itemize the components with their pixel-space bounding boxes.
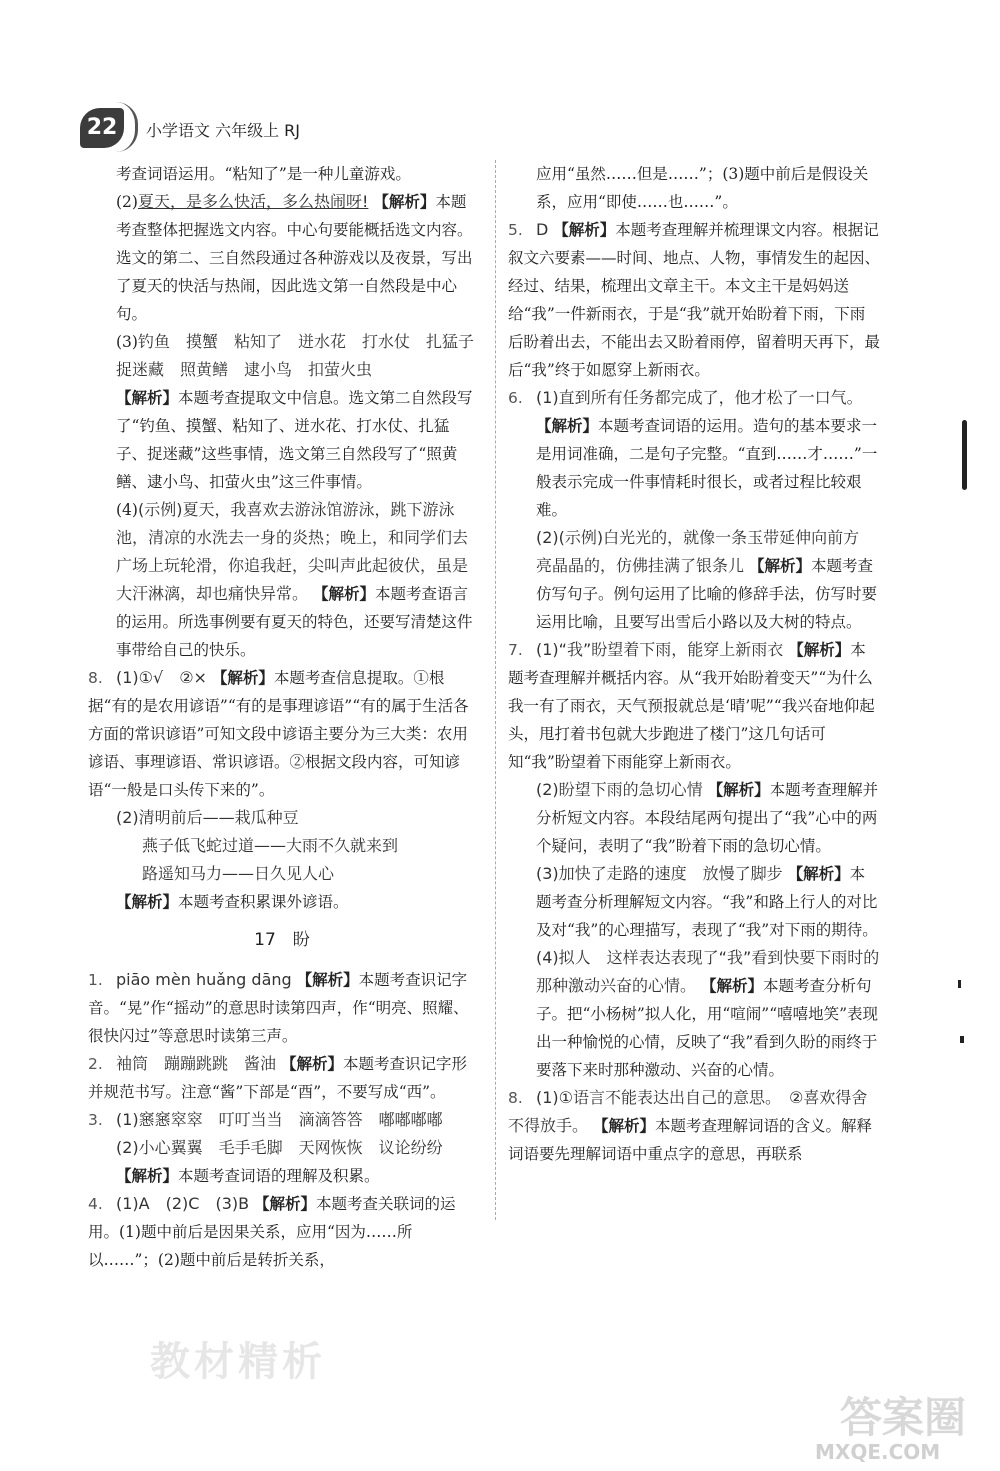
jiexi-label: 【解析】 (116, 893, 179, 911)
r6-1-exp (508, 412, 880, 524)
jiexi-label: 【解析】 (116, 389, 179, 407)
s3-explanation: 本题考查词语的理解及积累。 (178, 1167, 380, 1185)
q8 (88, 664, 476, 804)
s2-num: 2. (88, 1055, 103, 1073)
r5-num: 5. (508, 221, 523, 239)
s1-num: 1. (88, 971, 103, 989)
page-header (80, 108, 420, 152)
s1-answer: piāo mèn huǎng dāng (116, 970, 292, 989)
r8-1-explanation: 本题考查理解词语的含义。解释词语要先理解词语中重点字的意思，再联系 (508, 1117, 872, 1163)
r7-4-answer: (4)拟人 这样表达表现了“我”看到快要下雨时的那种激动兴奋的心情。 (536, 948, 880, 995)
r6-num: 6. (508, 389, 523, 407)
jiexi-label: 【解析】 (280, 1055, 343, 1073)
s3-num: 3. (88, 1111, 103, 1129)
jiexi-label: 【解析】 (373, 193, 436, 211)
q2-explanation: 本题考查整体把握选文内容。中心句要能概括选文内容。选文的第二、三自然段通过各种游戏以及夜景，写出了夏天的快活与热闹，因此选文第一自然段是中心句。 (116, 193, 473, 323)
q2-answer: 夏天，是多么快活，多么热闹呀! (137, 192, 369, 211)
jiexi-label: 【解析】 (116, 1167, 179, 1185)
q8-2-explanation: 本题考查积累课外谚语。 (178, 893, 349, 911)
jiexi-label: 【解析】 (788, 641, 851, 659)
left-column (88, 160, 490, 1274)
watermark-url: MXQE.COM (815, 1440, 941, 1464)
q4 (88, 496, 476, 664)
r6 (508, 384, 880, 412)
r7-4-explanation: 本题考查分析句子。把“小杨树”拟人化，用“喧闹”“嘻嘻地笑”表现出一种愉悦的心情，反映了“我”看到久盼的雨终于要落下来时那种激动、兴奋的心情。 (536, 977, 879, 1079)
q4-answer: (示例)夏天，我喜欢去游泳馆游泳，跳下游泳池，清凉的水洗去一身的炎热；晚上，和同学们去广场上玩轮滑，你追我赶，尖叫声此起彼伏，虽是大汗淋漓，却也痛快异常。 (116, 500, 469, 603)
r6-1-explanation: 本题考查词语的运用。造句的基本要求一是用词准确，二是句子完整。“直到……才……”一般表示完成一件事情耗时很长，或者过程比较艰难。 (536, 417, 878, 519)
scan-dot (960, 1036, 964, 1043)
section-title: 17 盼 (254, 930, 310, 950)
q2 (88, 188, 476, 328)
q3-explanation: 本题考查提取文中信息。选文第二自然段写了“钓鱼、摸蟹、粘知了、迸水花、打水仗、扎猛子、捉迷藏”这些事情，选文第三自然段写了“照黄鳝、逮小鸟、扣萤火虫”这三件事情。 (116, 389, 473, 491)
r7-2-explanation: 本题考查理解并分析短文内容。本段结尾两句提出了“我”心中的两个疑问，表明了“我”盼着下雨的急切心情。 (536, 781, 879, 855)
r7-num: 7. (508, 641, 523, 659)
q8-num: 8. (88, 669, 103, 687)
s4 (88, 1190, 476, 1274)
book-title: 小学语文 六年级上 RJ (146, 121, 301, 140)
q4-explanation: 本题考查语言的运用。所选事例要有夏天的特色，还要写清楚这件事带给自己的快乐。 (116, 585, 473, 659)
q3-answer: 钓鱼 摸蟹 粘知了 迸水花 打水仗 扎猛子 捉迷藏 照黄鳝 逮小鸟 扣萤火虫 (116, 332, 490, 379)
s3-a: (1)窸窸窣窣 叮叮当当 滴滴答答 嘟嘟嘟嘟 (116, 1110, 443, 1129)
r5 (508, 216, 880, 384)
s4-explanation: 本题考查关联词的运用。(1)题中前后是因果关系，应用“因为……所以……”；(2)题中前后是转折关系， (88, 1195, 456, 1269)
jiexi-label: 【解析】 (536, 417, 599, 435)
jiexi-label: 【解析】 (700, 977, 763, 995)
r6-2 (508, 524, 880, 636)
scan-dot (958, 980, 961, 988)
r7-2-answer: (2)盼望下雨的急切心情 (536, 780, 703, 799)
r7-1: (1)“我”盼望着下雨，能穿上新雨衣 (536, 640, 784, 659)
r7-2 (508, 776, 880, 860)
jiexi-label: 【解析】 (254, 1195, 317, 1213)
scan-mark (962, 420, 967, 490)
s4-num: 4. (88, 1195, 103, 1213)
s1-explanation: 本题考查识记字音。“晃”作“摇动”的意思时读第四声，作“明亮、照耀、很快闪过”等意思时读第三声。 (88, 971, 469, 1045)
s2-explanation: 本题考查识记字形并规范书写。注意“酱”下部是“酉”，不要写成“西”。 (88, 1055, 467, 1101)
s2 (88, 1050, 476, 1106)
right-line-1: 应用“虽然……但是……”；(3)题中前后是假设关系，应用“即使……也……”。 (536, 165, 869, 211)
watermark-left: 教材精析 (150, 1339, 326, 1385)
right-column (508, 160, 880, 1168)
jiexi-label: 【解析】 (592, 1117, 655, 1135)
q3 (88, 328, 490, 384)
r7-1-explanation: 本题考查理解并概括内容。从“我开始盼着变天”“为什么我一有了雨衣，天气预报就总是‘晴’呢”“我兴奋地仰起头，甩打着书包就大步跑进了楼门”这几句话可知“我”盼望着下雨能穿上新雨衣。 (508, 641, 875, 771)
q8-2-b: 燕子低飞蛇过道——大雨不久就来到 (142, 836, 399, 855)
left-line-1: 考查词语运用。“粘知了”是一种儿童游戏。 (116, 165, 411, 183)
jiexi-label: 【解析】 (211, 669, 274, 687)
r6-1: (1)直到所有任务都完成了，他才松了一口气。 (536, 388, 863, 407)
s4-answer: (1)A (2)C (3)B (116, 1194, 250, 1213)
q3-num: (3) (116, 333, 138, 351)
page-number: 22 (80, 108, 124, 148)
s3 (88, 1106, 476, 1134)
s2-answer: 袖筒 蹦蹦跳跳 酱油 (116, 1054, 277, 1073)
r7-3-answer: (3)加快了走路的速度 放慢了脚步 (536, 864, 783, 883)
q8-explanation: 本题考查信息提取。①根据“有的是农用谚语”“有的是事理谚语”“有的属于生活各方面的常识谚语”可知文段中谚语主要分为三大类：农用谚语、事理谚语、常识谚语。②根据文段内容，可知谚语“一般是口头传下来的”。 (88, 669, 469, 799)
jiexi-label: 【解析】 (707, 781, 770, 799)
r5-explanation: 本题考查理解并梳理课文内容。根据记叙文六要素——时间、地点、人物，事情发生的起因、经过、结果，梳理出文章主干。本文主干是妈妈送给“我”一件新雨衣，于是“我”就开始盼着下雨，下雨后盼着出去，不能出去又盼着雨停，留着明天再下，最后“我”终于如愿穿上新雨衣。 (508, 221, 881, 379)
r7-4 (508, 944, 880, 1084)
q3-exp (88, 384, 476, 496)
s1 (88, 966, 476, 1050)
jiexi-label: 【解析】 (748, 557, 811, 575)
r7-3 (508, 860, 880, 944)
jiexi-label: 【解析】 (296, 971, 359, 989)
s3-b: (2)小心翼翼 毛手毛脚 天网恢恢 议论纷纷 (116, 1138, 443, 1157)
watermark-logo: 答案圈 (840, 1393, 967, 1442)
q8-2-exp (88, 888, 476, 916)
jiexi-label: 【解析】 (312, 585, 375, 603)
r5-answer: D (536, 220, 549, 239)
r6-2-explanation: 本题考查仿写句子。例句运用了比喻的修辞手法，仿写时要运用比喻，且要写出雪后小路以及大树的特点。 (536, 557, 878, 631)
r8-num: 8. (508, 1089, 523, 1107)
r8-1: (1)①语言不能表达出自己的意思。 ②喜欢得舍不得放手。 (508, 1088, 868, 1135)
column-divider (495, 160, 496, 1220)
jiexi-label: 【解析】 (553, 221, 616, 239)
jiexi-label: 【解析】 (787, 865, 850, 883)
q8-2-c: 路遥知马力——日久见人心 (142, 864, 335, 883)
q8-2-a: (2)清明前后——栽瓜种豆 (116, 808, 299, 827)
s3-exp (88, 1162, 476, 1190)
q8-answer: (1)①√ ②× (116, 668, 207, 687)
q2-num: (2) (116, 193, 138, 211)
r6-2-answer: (2)(示例)白光光的，就像一条玉带延伸向前方 亮晶晶的，仿佛挂满了银条儿 (536, 528, 860, 575)
r7 (508, 636, 880, 776)
r7-3-explanation: 本题考查分析理解短文内容。“我”和路上行人的对比及对“我”的心理描写，表现了“我”对下雨的期待。 (536, 865, 878, 939)
q4-num: (4) (116, 501, 138, 519)
r8 (508, 1084, 880, 1168)
